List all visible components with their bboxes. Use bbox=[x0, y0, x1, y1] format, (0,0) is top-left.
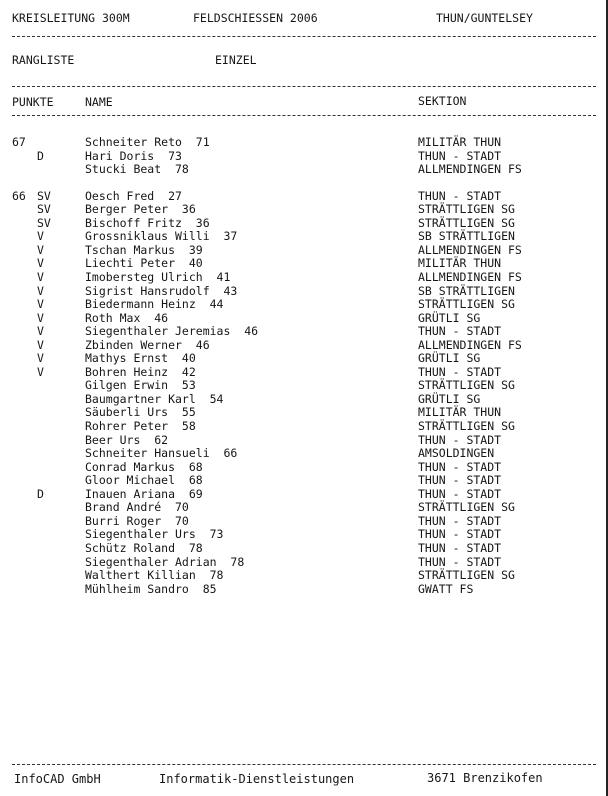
row-name: Grossniklaus Willi 37 bbox=[85, 229, 238, 243]
table-row bbox=[0, 311, 608, 325]
row-name: Baumgartner Karl 54 bbox=[85, 392, 224, 406]
row-qualification: V bbox=[37, 229, 44, 243]
row-qualification: V bbox=[37, 270, 44, 284]
table-row bbox=[0, 514, 608, 528]
row-sektion: STRÄTTLIGEN SG bbox=[418, 378, 515, 392]
table-row bbox=[0, 433, 608, 447]
row-qualification: V bbox=[37, 351, 44, 365]
table-row bbox=[0, 324, 608, 338]
row-sektion: ALLMENDINGEN FS bbox=[418, 270, 522, 284]
row-name: Biedermann Heinz 44 bbox=[85, 297, 224, 311]
table-row bbox=[0, 243, 608, 257]
row-qualification: D bbox=[37, 487, 44, 501]
divider-columns-bottom bbox=[12, 115, 596, 116]
row-name: Rohrer Peter 58 bbox=[85, 419, 196, 433]
row-name: Walthert Killian 78 bbox=[85, 568, 224, 582]
row-name: Säuberli Urs 55 bbox=[85, 405, 196, 419]
row-name: Oesch Fred 27 bbox=[85, 189, 182, 203]
row-sektion: THUN - STADT bbox=[418, 365, 502, 379]
table-row bbox=[0, 378, 608, 392]
row-sektion: THUN - STADT bbox=[418, 514, 502, 528]
row-name: Mathys Ernst 40 bbox=[85, 351, 196, 365]
footer-company: InfoCAD GmbH bbox=[14, 772, 101, 786]
table-row bbox=[0, 405, 608, 419]
row-name: Brand André 70 bbox=[85, 500, 189, 514]
row-sektion: STRÄTTLIGEN SG bbox=[418, 216, 515, 230]
row-name: Schneiter Hansueli 66 bbox=[85, 446, 238, 460]
table-row bbox=[0, 135, 608, 149]
table-row bbox=[0, 229, 608, 243]
header-org: KREISLEITUNG 300M bbox=[12, 11, 130, 25]
row-name: Sigrist Hansrudolf 43 bbox=[85, 284, 238, 298]
footer-address: 3671 Brenzikofen bbox=[427, 771, 543, 785]
row-sektion: STRÄTTLIGEN SG bbox=[418, 500, 515, 514]
row-sektion: MILITÄR THUN bbox=[418, 256, 502, 270]
row-name: Siegenthaler Adrian 78 bbox=[85, 555, 245, 569]
row-name: Schneiter Reto 71 bbox=[85, 135, 210, 149]
footer-service: Informatik-Dienstleistungen bbox=[159, 772, 355, 786]
row-qualification: V bbox=[37, 284, 44, 298]
row-name: Gloor Michael 68 bbox=[85, 473, 203, 487]
row-qualification: V bbox=[37, 243, 44, 257]
row-name: Imobersteg Ulrich 41 bbox=[85, 270, 231, 284]
row-name: Conrad Markus 68 bbox=[85, 460, 203, 474]
row-sektion: THUN - STADT bbox=[418, 541, 502, 555]
row-name: Schütz Roland 78 bbox=[85, 541, 203, 555]
table-row bbox=[0, 527, 608, 541]
row-sektion: GRÜTLI SG bbox=[418, 351, 481, 365]
table-row bbox=[0, 216, 608, 230]
table-row bbox=[0, 460, 608, 474]
table-row bbox=[0, 473, 608, 487]
column-header-name: NAME bbox=[85, 95, 113, 109]
row-qualification: D bbox=[37, 149, 44, 163]
row-name: Gilgen Erwin 53 bbox=[85, 378, 196, 392]
table-row bbox=[0, 446, 608, 460]
column-header-sektion: SEKTION bbox=[418, 94, 467, 108]
table-row bbox=[0, 541, 608, 555]
row-name: Zbinden Werner 46 bbox=[85, 338, 210, 352]
row-sektion: STRÄTTLIGEN SG bbox=[418, 202, 515, 216]
row-name: Roth Max 46 bbox=[85, 311, 169, 325]
row-name: Berger Peter 36 bbox=[85, 202, 196, 216]
table-row bbox=[0, 256, 608, 270]
table-row bbox=[0, 582, 608, 596]
divider-columns-top bbox=[12, 86, 596, 87]
list-title: RANGLISTE bbox=[12, 53, 75, 67]
table-row bbox=[0, 392, 608, 406]
row-sektion: GRÜTLI SG bbox=[418, 311, 481, 325]
column-header-punkte: PUNKTE bbox=[12, 95, 54, 109]
row-name: Inauen Ariana 69 bbox=[85, 487, 203, 501]
table-row bbox=[0, 202, 608, 216]
row-name: Siegenthaler Jeremias 46 bbox=[85, 324, 259, 338]
table-row bbox=[0, 189, 608, 203]
row-qualification: SV bbox=[37, 189, 51, 203]
row-sektion: ALLMENDINGEN FS bbox=[418, 338, 522, 352]
table-row bbox=[0, 149, 608, 163]
row-sektion: STRÄTTLIGEN SG bbox=[418, 568, 515, 582]
row-name: Stucki Beat 78 bbox=[85, 162, 189, 176]
row-sektion: SB STRÄTTLIGEN bbox=[418, 284, 515, 298]
table-row bbox=[0, 338, 608, 352]
row-sektion: THUN - STADT bbox=[418, 555, 502, 569]
row-sektion: THUN - STADT bbox=[418, 189, 502, 203]
row-qualification: V bbox=[37, 365, 44, 379]
divider-footer bbox=[12, 764, 596, 765]
row-qualification: V bbox=[37, 338, 44, 352]
row-name: Tschan Markus 39 bbox=[85, 243, 203, 257]
row-qualification: V bbox=[37, 256, 44, 270]
row-name: Mühlheim Sandro 85 bbox=[85, 582, 217, 596]
table-row bbox=[0, 270, 608, 284]
list-type: EINZEL bbox=[215, 53, 257, 67]
row-sektion: THUN - STADT bbox=[418, 324, 502, 338]
row-sektion: SB STRÄTTLIGEN bbox=[418, 229, 515, 243]
row-sektion: THUN - STADT bbox=[418, 473, 502, 487]
row-sektion: STRÄTTLIGEN SG bbox=[418, 297, 515, 311]
row-name: Burri Roger 70 bbox=[85, 514, 189, 528]
row-name: Hari Doris 73 bbox=[85, 149, 182, 163]
table-row bbox=[0, 500, 608, 514]
row-qualification: V bbox=[37, 324, 44, 338]
table-row bbox=[0, 555, 608, 569]
row-sektion: GWATT FS bbox=[418, 582, 474, 596]
row-sektion: ALLMENDINGEN FS bbox=[418, 243, 522, 257]
table-row bbox=[0, 568, 608, 582]
row-punkte: 67 bbox=[12, 135, 26, 149]
row-sektion: ALLMENDINGEN FS bbox=[418, 162, 522, 176]
table-row bbox=[0, 297, 608, 311]
row-sektion: MILITÄR THUN bbox=[418, 405, 502, 419]
table-row bbox=[0, 487, 608, 501]
row-punkte: 66 bbox=[12, 189, 26, 203]
row-sektion: GRÜTLI SG bbox=[418, 392, 481, 406]
row-name: Beer Urs 62 bbox=[85, 433, 169, 447]
table-row bbox=[0, 419, 608, 433]
table-row bbox=[0, 284, 608, 298]
row-qualification: V bbox=[37, 297, 44, 311]
row-sektion: AMSOLDINGEN bbox=[418, 446, 495, 460]
row-qualification: SV bbox=[37, 202, 51, 216]
row-name: Bohren Heinz 42 bbox=[85, 365, 196, 379]
row-sektion: THUN - STADT bbox=[418, 487, 502, 501]
header-place: THUN/GUNTELSEY bbox=[436, 11, 533, 25]
row-sektion: THUN - STADT bbox=[418, 433, 502, 447]
row-sektion: THUN - STADT bbox=[418, 527, 502, 541]
row-name: Siegenthaler Urs 73 bbox=[85, 527, 224, 541]
table-row bbox=[0, 365, 608, 379]
row-name: Liechti Peter 40 bbox=[85, 256, 203, 270]
header-event: FELDSCHIESSEN 2006 bbox=[193, 11, 318, 25]
row-sektion: STRÄTTLIGEN SG bbox=[418, 419, 515, 433]
row-name: Bischoff Fritz 36 bbox=[85, 216, 210, 230]
table-row bbox=[0, 351, 608, 365]
table-row bbox=[0, 162, 608, 176]
row-sektion: THUN - STADT bbox=[418, 149, 502, 163]
row-sektion: MILITÄR THUN bbox=[418, 135, 502, 149]
row-qualification: SV bbox=[37, 216, 51, 230]
row-sektion: THUN - STADT bbox=[418, 460, 502, 474]
divider-top bbox=[12, 36, 596, 37]
row-qualification: V bbox=[37, 311, 44, 325]
